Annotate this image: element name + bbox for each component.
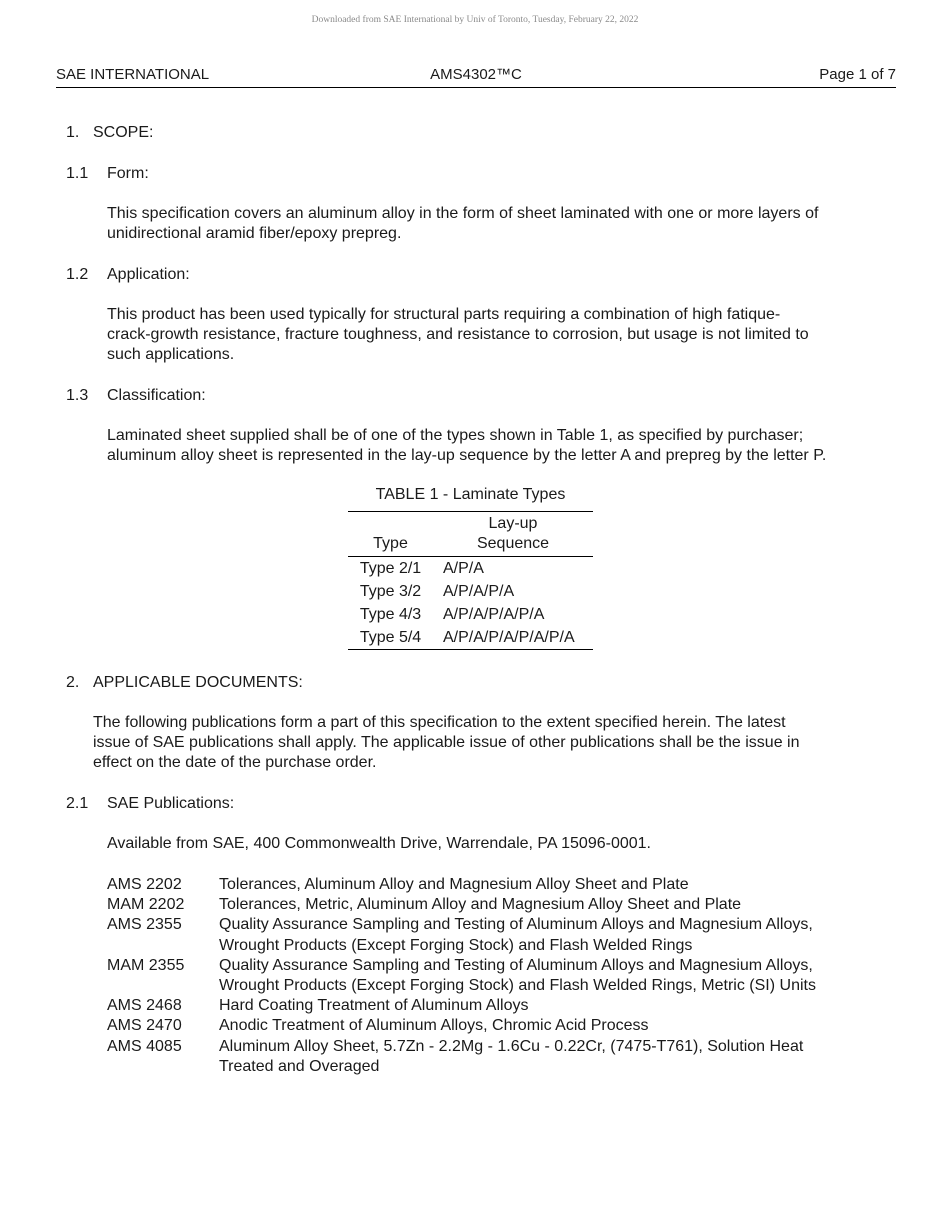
column-header-type: Type	[348, 512, 433, 557]
pub-code: AMS 2202	[107, 876, 182, 893]
section-1-1-body	[107, 204, 867, 244]
section-1-2-title: Application:	[107, 266, 190, 283]
pub-code: MAM 2202	[107, 896, 185, 914]
section-2-num: 2.	[66, 674, 80, 691]
cell-sequence: A/P/A/P/A	[443, 583, 515, 600]
section-1-3-title: Classification:	[107, 387, 206, 404]
body-line: such applications.	[107, 346, 235, 364]
pub-code: MAM 2355	[107, 956, 185, 974]
pub-title-line: Hard Coating Treatment of Aluminum Alloys	[219, 997, 529, 1015]
laminate-types-table	[348, 511, 593, 650]
pub-title	[219, 915, 887, 955]
table-row	[348, 626, 593, 650]
body-line: effect on the date of the purchase order.	[93, 754, 377, 772]
body-line: aluminum alloy sheet is represented in the lay-up sequence by the letter A and prepreg by the letter P.	[107, 447, 827, 465]
pub-title-line: Anodic Treatment of Aluminum Alloys, Chromic Acid Process	[219, 1017, 649, 1035]
header-page-number: Page 1 of 7	[819, 66, 896, 83]
cell-type: Type 3/2	[359, 583, 422, 600]
cell-sequence: A/P/A/P/A/P/A/P/A	[433, 626, 593, 650]
cell-sequence: A/P/A/P/A/P/A	[443, 606, 545, 623]
list-item	[107, 956, 887, 996]
pub-title-line: Treated and Overaged	[219, 1057, 380, 1075]
list-item	[107, 1016, 887, 1036]
section-1-1-num: 1.1	[66, 165, 89, 182]
table-row	[348, 580, 593, 603]
pub-code: AMS 2355	[107, 916, 182, 934]
pub-title	[219, 875, 887, 895]
cell-type: Type 5/4	[348, 626, 433, 650]
list-item	[107, 1037, 887, 1077]
section-1-1-title: Form:	[107, 165, 149, 182]
pub-title	[219, 956, 887, 996]
section-1-3-num: 1.3	[66, 387, 89, 404]
page-header	[56, 66, 896, 88]
pub-title-line: Tolerances, Metric, Aluminum Alloy and Magnesium Alloy Sheet and Plate	[219, 896, 742, 914]
body-line: issue of SAE publications shall apply. The applicable issue of other publications shall be the issue in	[93, 734, 800, 752]
section-1-3-body	[107, 426, 887, 466]
pub-title-line: Aluminum Alloy Sheet, 5.7Zn - 2.2Mg - 1.6Cu - 0.22Cr, (7475-T761), Solution Heat	[219, 1037, 804, 1055]
cell-sequence: A/P/A	[443, 560, 484, 577]
pub-code: AMS 2468	[107, 997, 182, 1015]
list-item	[107, 996, 887, 1016]
cell-type: Type 2/1	[359, 560, 422, 577]
pub-title	[219, 996, 887, 1016]
body-line: This specification covers an aluminum alloy in the form of sheet laminated with one or more layers of	[107, 205, 819, 222]
pub-code: AMS 2470	[107, 1017, 182, 1035]
body-line: Laminated sheet supplied shall be of one of the types shown in Table 1, as specified by purchaser;	[107, 427, 804, 444]
section-2-title: APPLICABLE DOCUMENTS:	[93, 674, 303, 691]
body-line: unidirectional aramid fiber/epoxy prepreg.	[107, 225, 402, 243]
sae-availability: Available from SAE, 400 Commonwealth Drive, Warrendale, PA 15096-0001.	[107, 835, 651, 852]
pub-title-line: Quality Assurance Sampling and Testing of Aluminum Alloys and Magnesium Alloys,	[219, 956, 813, 974]
pub-code: AMS 4085	[107, 1037, 182, 1055]
list-item	[107, 915, 887, 955]
section-1-2-num: 1.2	[66, 266, 89, 283]
body-line: The following publications form a part of this specification to the extent specified herein. The latest	[93, 714, 786, 731]
table-row	[348, 603, 593, 626]
body-line: crack-growth resistance, fracture toughness, and resistance to corrosion, but usage is not limited to	[107, 326, 809, 344]
pub-title	[219, 1016, 887, 1036]
table-row	[348, 557, 593, 581]
section-1-num: 1.	[66, 124, 80, 141]
section-2-1-title: SAE Publications:	[107, 795, 235, 812]
table-header-row	[348, 512, 593, 557]
section-1-title: SCOPE:	[93, 124, 154, 141]
section-1-2-body	[107, 305, 867, 366]
section-2-body	[93, 713, 883, 774]
pub-title-line: Wrought Products (Except Forging Stock) and Flash Welded Rings, Metric (SI) Units	[219, 977, 816, 995]
publications-list	[107, 875, 887, 1077]
table-1-caption: TABLE 1 - Laminate Types	[375, 486, 566, 503]
pub-title	[219, 895, 887, 915]
header-doc-id: AMS4302™C	[430, 66, 522, 83]
cell-type: Type 4/3	[359, 606, 422, 623]
header-org: SAE INTERNATIONAL	[56, 66, 210, 83]
pub-title-line: Quality Assurance Sampling and Testing of Aluminum Alloys and Magnesium Alloys,	[219, 916, 813, 934]
column-header-layup	[433, 512, 593, 557]
body-line: This product has been used typically for structural parts requiring a combination of high fatique-	[107, 306, 781, 323]
download-watermark: Downloaded from SAE International by Univ of Toronto, Tuesday, February 22, 2022	[311, 15, 639, 25]
column-header-layup-line2: Sequence	[476, 535, 550, 552]
pub-title-line: Tolerances, Aluminum Alloy and Magnesium Alloy Sheet and Plate	[219, 876, 689, 893]
pub-title	[219, 1037, 887, 1077]
list-item	[107, 895, 887, 915]
section-2-1-num: 2.1	[66, 795, 89, 812]
column-header-layup-line1: Lay-up	[488, 515, 538, 532]
list-item	[107, 875, 887, 895]
pub-title-line: Wrought Products (Except Forging Stock) and Flash Welded Rings	[219, 936, 693, 954]
